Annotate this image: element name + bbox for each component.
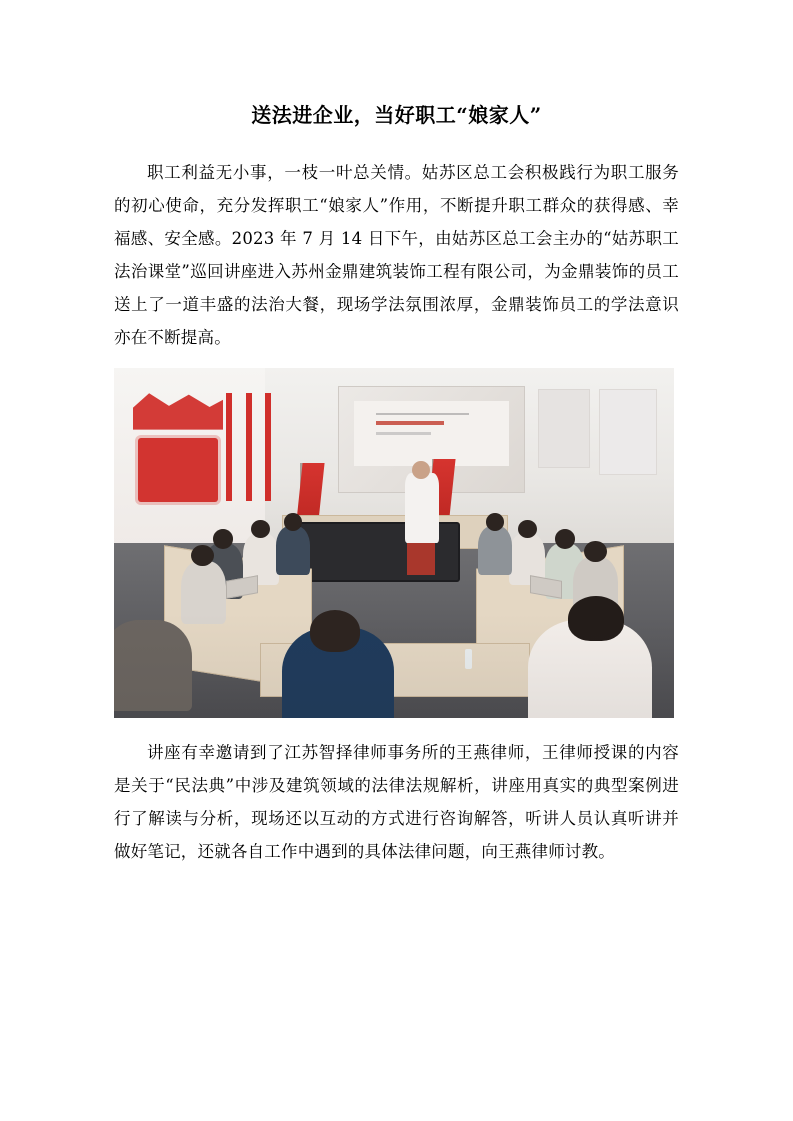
projection-screen-content [354,401,509,466]
party-culture-wall-art [125,382,254,522]
attendee-right-1-head [555,529,575,549]
paragraph-1: 职工利益无小事，一枝一叶总关情。姑苏区总工会积极践行为职工服务的初心使命，充分发挥职工“娘家人”作用，不断提升职工群众的获得感、幸福感、安全感。2023 年 7 月 14 日下午，由姑苏区总工会主办的“姑苏职工法治课堂”巡回讲座进入苏州金鼎建筑装饰工程有限公司，为金鼎装饰的员工送上了一道丰盛的法治大餐，现场学法氛围浓厚，金鼎装饰员工的学法意识亦在不断提高。 [114,163,679,347]
slide-title-line [376,413,469,416]
wall-poster-right-1 [599,389,657,475]
attendee-right-4-head [584,541,606,562]
attendee-right-3 [478,526,512,575]
attendee-left-4-head [191,545,213,566]
speaker-lower-body [407,540,435,575]
photo-bottom-shading [114,613,674,718]
red-banner-1 [226,393,232,502]
slide-subtitle-line [376,432,432,435]
lecture-photo [114,368,674,718]
speaker-torso [405,473,439,543]
red-banner-3 [265,393,271,502]
attendee-left-3-head [284,513,302,531]
paragraph-2: 讲座有幸邀请到了江苏智择律师事务所的王燕律师，王律师授课的内容是关于“民法典”中涉及建筑领域的法律法规解析，讲座用真实的典型案例进行了解读与分析，现场还以互动的方式进行咨询解答，听讲人员认真听讲并做好笔记，还就各自工作中遇到的具体法律问题，向王燕律师讨教。 [114,743,679,861]
slide-red-bar [376,421,444,426]
attendee-right-3-head [486,513,504,531]
attendee-left-3 [276,526,310,575]
figure-container [114,368,679,718]
wall-poster-right-2 [538,389,590,468]
attendee-left-1-head [213,529,233,549]
page-title: 送法进企业，当好职工“娘家人” [251,103,542,127]
red-banner-2 [246,393,252,502]
